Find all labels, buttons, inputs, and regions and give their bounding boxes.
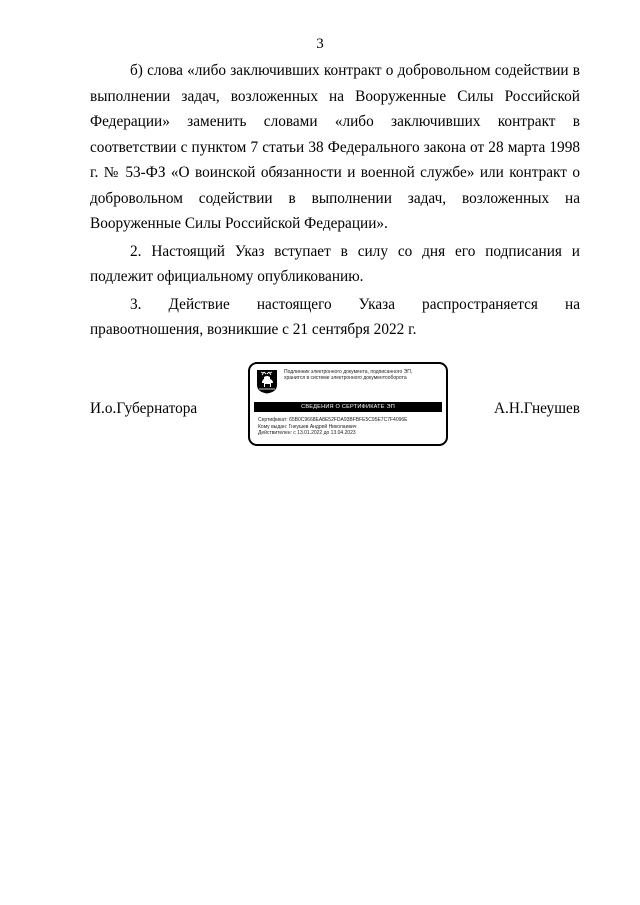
stamp-note-line: хранится в системе электронного документооборота <box>284 375 407 382</box>
stamp-note-line: Подлинник электронного документа, подписанного ЭП, <box>284 369 413 375</box>
paragraph-3: 3. Действие настоящего Указа распространяется на правоотношения, возникшие с 21 сентября 2022 г. <box>90 295 580 338</box>
stamp-details <box>258 417 444 437</box>
certificate-serial: Сертификат: 65B0C9668EA8E52FDA93BFBFE5C95E7C7F4096E <box>258 417 408 423</box>
paragraph-b: б) слова «либо заключивших контракт о добровольном содействии в выполнении задач, возложенных на Вооруженные Силы Российской Федерации» заменить словами «либо заключивших контракт в соответствии с пунктом 7 статьи 38 Федерального закона от 28 марта 1998 г. № 53-ФЗ «О воинской обязанности и военной службе» или контракт о добровольном содействии в выполнении задач, возложенных на Вооруженные Силы Российской Федерации». <box>90 62 580 232</box>
stamp-note <box>284 369 444 382</box>
page-number: 3 <box>316 36 324 52</box>
stamp-header-band: СВЕДЕНИЯ О СЕРТИФИКАТЕ ЭП <box>254 402 442 412</box>
decree-body <box>90 58 580 345</box>
paragraph-2: 2. Настоящий Указ вступает в силу со дня его подписания и подлежит официальному опубликованию. <box>90 242 580 285</box>
certificate-owner: Кому выдан: Гнеушев Андрей Николаевич <box>258 423 357 430</box>
deer-emblem-icon <box>256 369 278 394</box>
signatory-name: А.Н.Гнеушев <box>493 400 580 417</box>
certificate-validity: Действителен: с 13.01.2022 до 13.04.2023 <box>258 430 356 437</box>
electronic-signature-stamp <box>248 362 448 446</box>
signatory-position: И.о.Губернатора <box>90 400 198 417</box>
